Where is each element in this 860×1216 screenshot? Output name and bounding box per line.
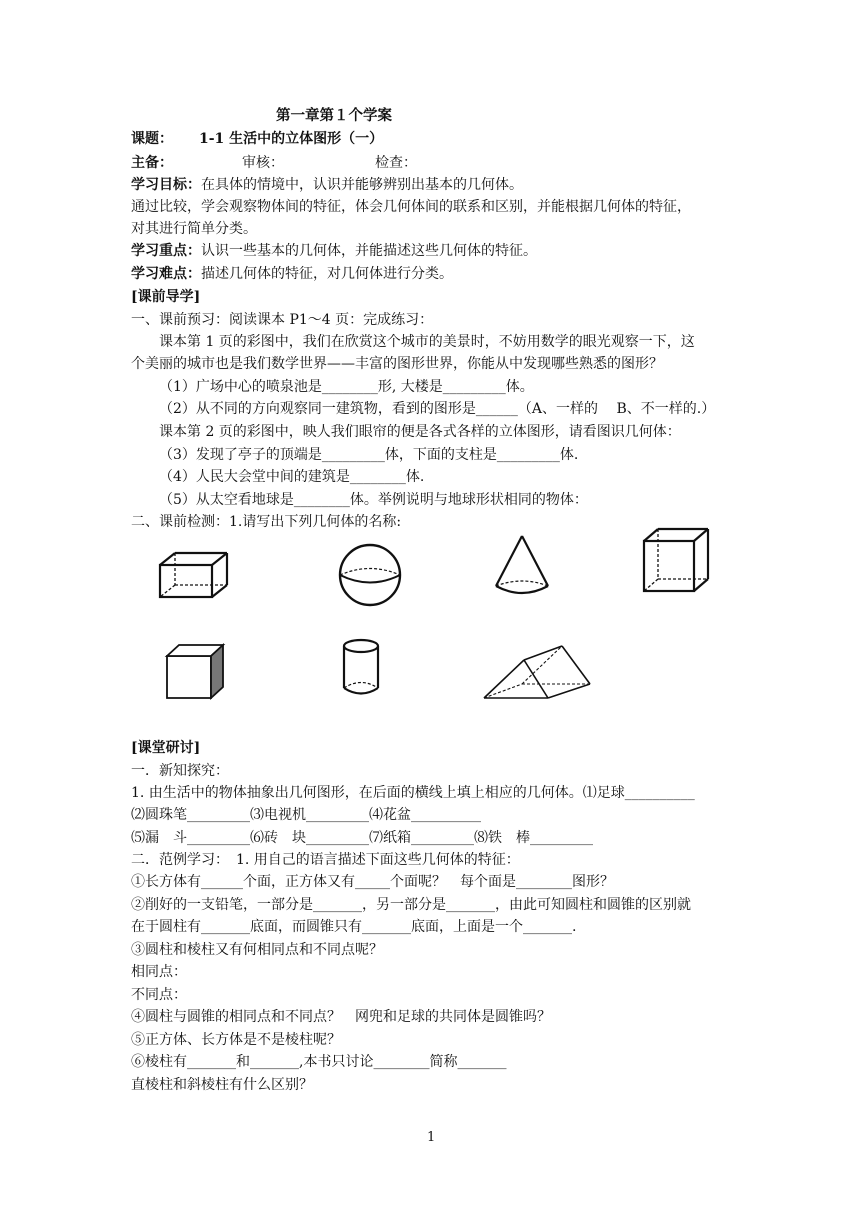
in-class-heading: [课堂研讨] <box>131 740 201 756</box>
section-1-title: 一．新知探究： <box>131 763 229 779</box>
cube-solid-figure <box>163 642 227 702</box>
difficulty-line <box>131 264 453 284</box>
section-1-question: 1. 由生活中的物体抽象出几何图形，在后面的横线上填上相应的几何体。⑴足球__________ <box>131 785 695 801</box>
pre-test-line: 二、课前检测：1.请写出下列几何体的名称: <box>131 514 402 530</box>
goal-line <box>131 175 523 195</box>
page-number: 1 <box>427 1130 436 1145</box>
question-c1: ①长方体有______个面，正方体又有_____个面呢？ 每个面是________图形？ <box>131 874 614 890</box>
lead-label: 主备： <box>131 155 173 171</box>
question-5: （5）从太空看地球是________体。举例说明与地球形状相同的物体： <box>159 492 588 508</box>
difficulty-label: 学习难点： <box>131 266 201 282</box>
goal-text-2: 通过比较，学会观察物体间的特征，体会几何体间的联系和区别，并能根据几何体的特征， <box>131 199 691 215</box>
question-c4: ④圆柱与圆锥的相同点和不同点？ 网兜和足球的共同体是圆锥吗？ <box>131 1009 551 1025</box>
topic-text: 1-1 生活中的立体图形（一） <box>199 131 384 147</box>
goal-label: 学习目标： <box>131 177 201 193</box>
question-c5: ⑤正方体、长方体是不是棱柱呢？ <box>131 1032 341 1048</box>
sphere-figure <box>334 540 406 610</box>
same-points-label: 相同点： <box>131 964 187 980</box>
pre-class-heading: [课前导学] <box>131 289 201 305</box>
triangular-prism-figure <box>478 640 596 706</box>
question-3: （3）发现了亭子的顶端是_________体，下面的支柱是_________体. <box>159 447 579 463</box>
cuboid-figure <box>155 547 235 603</box>
goal-text: 在具体的情境中，认识并能够辨别出基本的几何体。 <box>201 177 523 193</box>
cube-wire-figure <box>638 525 714 597</box>
key-text: 认识一些基本的几何体，并能描述这些几何体的特征。 <box>201 243 537 259</box>
question-c7: 直棱柱和斜棱柱有什么区别？ <box>131 1077 313 1093</box>
section-1-question-2: ⑵圆珠笔_________⑶电视机_________⑷花盆__________ <box>131 807 481 823</box>
preview-line: 一、课前预习：阅读课本 P1～4 页：完成练习： <box>131 312 434 328</box>
topic-line <box>131 129 384 149</box>
question-c3: ③圆柱和棱柱又有何相同点和不同点呢？ <box>131 942 383 958</box>
review-label: 审核： <box>242 155 284 171</box>
cylinder-figure <box>339 637 383 699</box>
question-c2: ②削好的一支铅笔，一部分是_______，另一部分是_______，由此可知圆柱和圆锥的区别就 <box>131 897 691 913</box>
section-1-question-3: ⑸漏 斗_________⑹砖 块_________⑺纸箱_________⑻铁 棒_________ <box>131 830 593 846</box>
key-label: 学习重点： <box>131 243 201 259</box>
topic-label: 课题： <box>131 131 173 147</box>
question-c2-cont: 在于圆柱有_______底面，而圆锥只有_______底面，上面是一个_______. <box>131 919 577 935</box>
question-2: （2）从不同的方向观察同一建筑物，看到的图形是______（A、一样的 B、不一样的.） <box>159 401 716 417</box>
key-line <box>131 241 537 261</box>
question-c6: ⑥棱柱有_______和_______,本书只讨论________简称_______ <box>131 1054 507 1070</box>
cone-figure <box>490 532 554 602</box>
different-points-label: 不同点： <box>131 987 187 1003</box>
para1-line-b: 个美丽的城市也是我们数学世界——丰富的图形世界，你能从中发现哪些熟悉的图形？ <box>131 356 663 372</box>
question-4: （4）人民大会堂中间的建筑是________体. <box>159 469 425 485</box>
page-title: 第一章第１个学案 <box>276 107 392 124</box>
difficulty-text: 描述几何体的特征，对几何体进行分类。 <box>201 266 453 282</box>
check-label: 检查： <box>375 155 417 171</box>
section-2-title: 二．范例学习： 1. 用自己的语言描述下面这些几何体的特征： <box>131 852 520 868</box>
staff-line <box>131 153 417 173</box>
para1-line-a: 课本第 1 页的彩图中，我们在欣赏这个城市的美景时，不妨用数学的眼光观察一下，这 <box>159 334 695 350</box>
question-1: （1）广场中心的喷泉池是________形, 大楼是_________体。 <box>159 379 534 395</box>
goal-text-3: 对其进行简单分类。 <box>131 221 257 237</box>
para2-line: 课本第 2 页的彩图中，映人我们眼帘的便是各式各样的立体图形，请看图识几何体： <box>159 424 681 440</box>
